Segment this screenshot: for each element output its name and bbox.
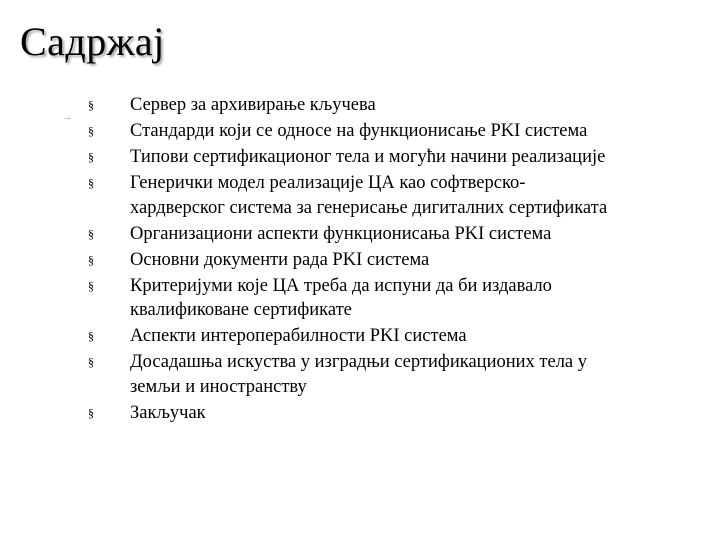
list-item-text: Аспекти интероперабилности PKI система: [130, 326, 467, 346]
bullet-icon: §: [88, 329, 94, 343]
arrow-icon: →: [62, 112, 72, 123]
list-item: [88, 274, 708, 323]
bullet-icon: §: [88, 226, 94, 241]
list-item: [88, 350, 708, 399]
list-item: [88, 222, 708, 247]
bullet-icon: §: [88, 355, 94, 369]
bullet-icon: §: [88, 252, 94, 267]
list-item: [88, 248, 708, 273]
list-item-text: Закључак: [130, 402, 206, 423]
bullet-list: [88, 93, 708, 427]
list-item-text: Типови сертификационог тела и могући начини реализације: [130, 147, 606, 167]
bullet-icon: §: [88, 176, 94, 190]
bullet-icon: §: [88, 98, 94, 112]
list-item-text: Сервер за архивирање кључева: [130, 95, 376, 115]
bullet-icon: §: [88, 278, 94, 293]
list-item: [88, 119, 708, 144]
bullet-icon: §: [88, 150, 94, 164]
list-item-text: Стандарди који се односе на функционисање PKI система: [130, 121, 588, 141]
list-item-text: Досадашња искуства у изградњи сертификационих тела у земљи и иностранству: [130, 352, 588, 397]
list-item: [88, 324, 708, 349]
list-item: [88, 401, 708, 426]
list-item: [88, 93, 708, 118]
list-item: [88, 145, 708, 170]
bullet-icon: §: [88, 124, 94, 138]
list-item-text: Критеријуми које ЦА треба да испуни да би издавало квалификоване сертификате: [130, 275, 552, 320]
list-item-text: Организациони аспекти функционисања PKI система: [130, 223, 552, 244]
bullet-icon: §: [88, 405, 94, 420]
list-item-text: Генерички модел реализације ЦА као софтверско- хардверског система за генерисање дигиталних сертификата: [130, 173, 608, 218]
list-item-text: Основни документи рада PKI система: [130, 249, 430, 270]
slide-title: Садржај: [20, 19, 165, 64]
list-item: [88, 171, 708, 220]
